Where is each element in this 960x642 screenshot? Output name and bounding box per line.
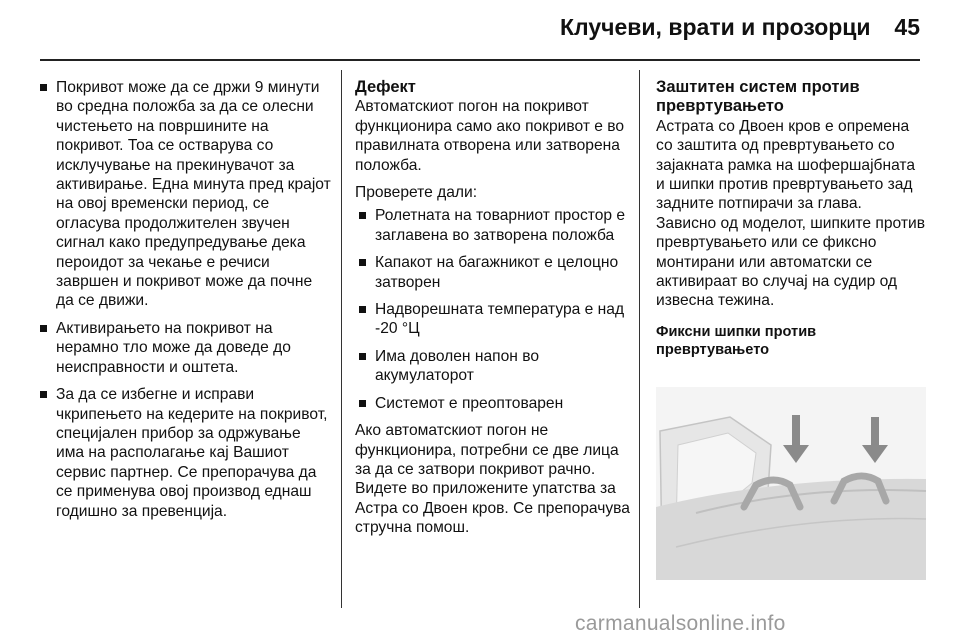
bullet-item xyxy=(40,385,332,521)
bullet-square-icon xyxy=(359,259,366,266)
bullet-text: Надворешната температура е над -20 °Ц xyxy=(375,301,625,338)
column-divider xyxy=(639,70,640,608)
bullet-text: Ролетната на товарниот простор е заглавена во затворена положба xyxy=(375,207,626,244)
bullet-text: Капакот на багажникот е целоцно затворен xyxy=(375,254,619,291)
bullet-square-icon xyxy=(40,84,47,91)
watermark: carmanualsonline.info xyxy=(575,612,786,635)
bullet-square-icon xyxy=(40,391,47,398)
bullet-square-icon xyxy=(359,400,366,407)
column-divider xyxy=(341,70,342,608)
bullet-square-icon xyxy=(359,306,366,313)
bullet-item xyxy=(359,253,637,292)
page-number: 45 xyxy=(894,14,920,40)
bullet-square-icon xyxy=(359,353,366,360)
column-2 xyxy=(355,78,637,546)
defect-outro: Ако автоматскиот погон не функционира, потребни се две лица за да се затвори покривот рачно. Видете во приложените упатства за Астра со Двоен кров. Се препорачува стручна помош. xyxy=(355,422,630,537)
bullet-square-icon xyxy=(40,325,47,332)
subheading-fixed-bars: Фиксни шипки против превртувањето xyxy=(656,323,817,358)
rollover-bars-illustration xyxy=(656,387,926,580)
check-label: Проверете дали: xyxy=(355,184,478,202)
section-heading-defect: Дефект xyxy=(355,78,416,96)
bullet-item xyxy=(40,319,332,377)
header-rule xyxy=(40,59,920,61)
bullet-text: Покривот може да се држи 9 минути во средна положба за да се олесни чистењето на површините на покривот. Тоа се оствaрува со исклучување на прекинувачот за активирање. Една минута пред крајот на овој временски период, се огласува продолжителен звучен сигнал како предупредување дека пероидот за чекање е речиси завршен и покривот може да почне да се движи. xyxy=(56,79,331,310)
bullet-square-icon xyxy=(359,212,366,219)
column-1 xyxy=(40,78,332,529)
bullet-item xyxy=(40,78,332,311)
bullet-text: Активирањето на покривот на нерамно тло може да доведе до неисправности и оштета. xyxy=(56,319,291,376)
bullet-text: За да се избегне и исправи чкрипењето на кедерите на покривот, специјален прибор за одржување има на располагање кај Вашиот сервис партнер. Се препорачува да се применува овој производ еднаш годишно за превенција. xyxy=(56,386,328,520)
bullet-item xyxy=(359,347,637,386)
bullet-item xyxy=(359,394,637,413)
section-heading-rollover: Заштитен систем против превртувањето xyxy=(656,78,860,116)
defect-intro: Автоматскиот погон на покривот функционира само ако покривот е во правилната отворена или затворена положба. xyxy=(355,98,625,174)
column-3 xyxy=(656,78,926,359)
rollover-body: Астрата со Двоен кров е опремена со заштита од превртувањето со зајакната рамка на шофершајбната и шипки против превртувањето зад задните потпирачи за глава. Зависно од моделот, шипките против превртувањето или се фиксно монтирани или автоматски се активираат во случај на судир од извесна тежина. xyxy=(656,117,925,310)
bullet-item xyxy=(359,206,637,245)
page-header-title: Клучеви, врати и прозорци xyxy=(560,14,871,40)
bullet-text: Има доволен напон во акумулаторот xyxy=(375,347,539,385)
bullet-item xyxy=(359,300,637,339)
bullet-text: Системот е преоптоварен xyxy=(375,394,564,412)
